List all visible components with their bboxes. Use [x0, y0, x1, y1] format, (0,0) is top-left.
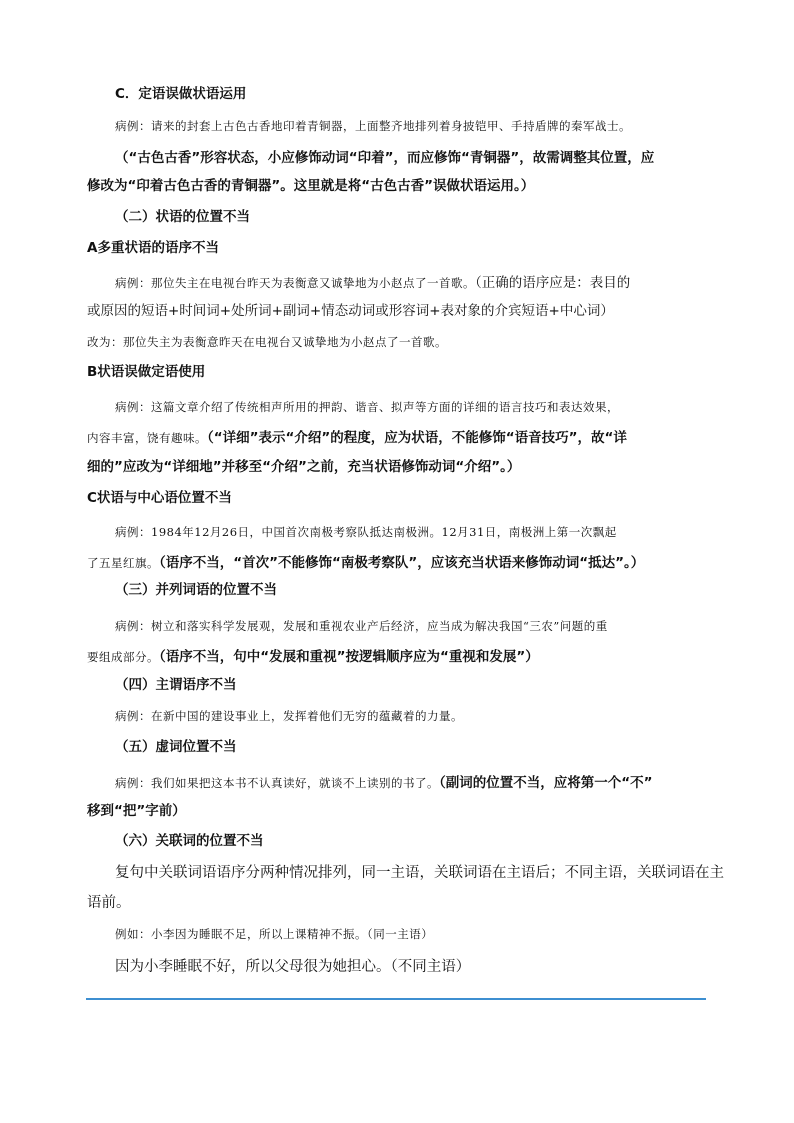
example-3-text2: 要组成部分。 — [87, 650, 159, 664]
section-heading-2: （二）状语的位置不当 — [115, 209, 250, 225]
section-heading-c2: C状语与中心语位置不当 — [87, 490, 232, 506]
body-6 — [87, 858, 724, 918]
note-5-line1: （副词的位置不当，应将第一个“不” — [439, 775, 653, 791]
example-b-text2: 内容丰富，饶有趣味。 — [87, 431, 207, 445]
section-heading-3: （三）并列词语的位置不当 — [115, 582, 277, 598]
example-a-text: 病例：那位失主在电视台昨天为表衡意又诚挚地为小赵点了一首歌。 — [115, 276, 475, 290]
example-6-2: 因为小李睡眠不好，所以父母很为她担心。（不同主语） — [115, 959, 471, 975]
body-6-line2: 语前。 — [87, 895, 131, 911]
example-3 — [87, 612, 709, 672]
example-5-text: 病例：我们如果把这本书不认真读好，就谈不上读别的书了。 — [115, 776, 439, 790]
body-6-line1: 复句中关联词语语序分两种情况排列，同一主语，关联词语在主语后；不同主语，关联词语在主 — [115, 865, 724, 881]
example-a — [87, 268, 709, 325]
section-heading-c1: C．定语误做状语运用 — [115, 86, 247, 102]
example-3-line2 — [87, 641, 709, 672]
example-c2-text2: 了五星红旗。 — [87, 556, 159, 570]
section-heading-4: （四）主谓语序不当 — [115, 677, 237, 693]
example-5-line1 — [87, 768, 709, 797]
example-5 — [87, 768, 709, 825]
note-a-line2: 或原因的短语+时间词+处所词+副词+情态动词或形容词+表对象的介宾短语+中心词） — [87, 303, 614, 319]
section-heading-b: B状语误做定语使用 — [87, 364, 206, 380]
example-b — [87, 393, 709, 482]
fix-a: 改为：那位失主为表衡意昨天在电视台又诚挚地为小赵点了一首歌。 — [87, 335, 447, 349]
note-a-line1: （正确的语序应是：表目的 — [475, 275, 631, 291]
example-c1 — [87, 116, 709, 136]
note-b-line3: 细的”应改为“详细地”并移至“介绍”之前，充当状语修饰动词“介绍”。） — [87, 459, 521, 475]
example-b-line1: 病例：这篇文章介绍了传统相声所用的押韵、谐音、拟声等方面的详细的语言技巧和表达效果， — [115, 400, 619, 414]
example-a-line1 — [87, 268, 709, 297]
note-c1-line2: 修改为“印着古色古香的青铜器”。这里就是将“古色古香”误做状语运用。） — [87, 178, 535, 194]
note-b-line2: （“详细”表示“介绍”的程度，应为状语，不能修饰“语音技巧”，故“详 — [207, 430, 627, 446]
section-heading-5: （五）虚词位置不当 — [115, 739, 237, 755]
note-c1 — [87, 144, 709, 200]
example-c2-line2 — [87, 547, 709, 578]
note-3-line2: （语序不当，句中“发展和重视”按逻辑顺序应为“重视和发展”） — [159, 649, 539, 665]
note-c1-line1: （“古色古香”形容状态，小应修饰动词“印着”，而应修饰“青铜器”，故需调整其位置，应 — [115, 150, 655, 166]
note-5-line2: 移到“把”字前） — [87, 803, 186, 819]
example-b-line2 — [87, 422, 709, 453]
example-3-line1: 病例：树立和落实科学发展观，发展和重视农业产后经济，应当成为解决我国“三农”问题的重 — [115, 619, 608, 633]
example-4: 病例：在新中国的建设事业上，发挥着他们无穷的蕴藏着的力量。 — [115, 709, 463, 723]
footer-divider — [86, 998, 706, 1000]
example-c1-line1: 病例：请来的封套上古色古香地印着青铜器，上面整齐地排列着身披铠甲、手持盾牌的秦军战士。 — [115, 119, 631, 133]
section-heading-a: A多重状语的语序不当 — [87, 240, 219, 256]
example-6-1: 例如：小李因为睡眠不足，所以上课精神不振。（同一主语） — [115, 927, 434, 941]
example-c2-line1: 病例：1984年12月26日，中国首次南极考察队抵达南极洲。12月31日，南极洲上第一次飘起 — [115, 525, 617, 539]
section-heading-6: （六）关联词的位置不当 — [115, 833, 264, 849]
note-c2-line2: （语序不当，“首次”不能修饰“南极考察队”，应该充当状语来修饰动词“抵达”。） — [159, 555, 645, 571]
example-c2 — [87, 518, 709, 578]
